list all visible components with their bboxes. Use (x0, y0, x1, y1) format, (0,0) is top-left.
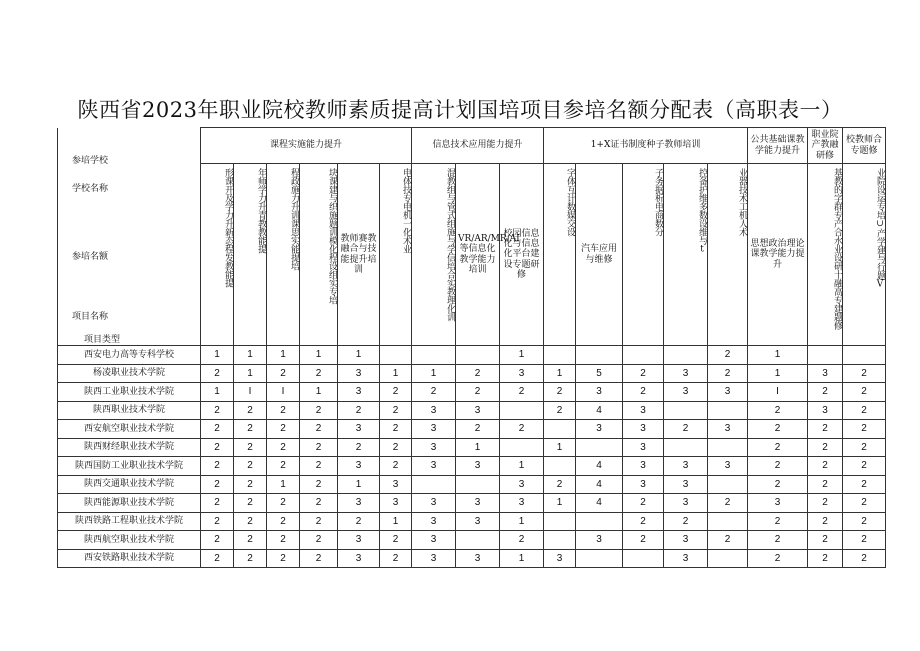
quota-cell: 2 (808, 549, 843, 568)
quota-cell: 3 (338, 494, 380, 513)
quota-cell: 2 (544, 383, 576, 402)
quota-cell: 3 (380, 494, 412, 513)
quota-cell: 2 (380, 420, 412, 439)
quota-cell: 2 (544, 401, 576, 420)
quota-cell: 2 (623, 364, 664, 383)
quota-cell: 2 (808, 531, 843, 550)
table-row (58, 531, 886, 550)
table-row (58, 512, 886, 531)
quota-cell: 2 (748, 420, 808, 439)
quota-cell: 2 (234, 512, 267, 531)
group-header: 公共基础课教学能力提升 (748, 128, 808, 164)
quota-cell: 3 (456, 549, 500, 568)
quota-cell: 2 (234, 401, 267, 420)
quota-cell: 2 (300, 512, 338, 531)
quota-cell: 2 (808, 494, 843, 513)
quota-cell: I (748, 383, 808, 402)
quota-cell: 1 (267, 346, 300, 365)
quota-cell: 2 (748, 531, 808, 550)
column-header: 业器技术工机人术 (708, 164, 748, 346)
quota-cell: 3 (664, 494, 708, 513)
quota-cell: 2 (300, 364, 338, 383)
quota-cell: 4 (576, 457, 623, 476)
quota-cell: 1 (748, 346, 808, 365)
quota-cell: 3 (664, 383, 708, 402)
quota-cell: 3 (412, 438, 456, 457)
quota-cell: 1 (300, 346, 338, 365)
column-header: VR/AR/MR/AI等信息化教学能力培训 (456, 164, 500, 346)
quota-cell: 1 (338, 475, 380, 494)
quota-cell: 2 (843, 531, 886, 550)
quota-cell: 3 (380, 475, 412, 494)
column-header: 业院设运专培∪产学建与行题V (843, 164, 886, 346)
column-header: 电体技专电机一化术业 (380, 164, 412, 346)
quota-cell: 3 (500, 494, 544, 513)
column-header: 基教的字群专产合水业设研十融高专建题修 (808, 164, 843, 346)
quota-cell: I (267, 383, 300, 402)
quota-cell: 2 (234, 438, 267, 457)
quota-cell: 1 (544, 438, 576, 457)
quota-cell: 2 (748, 457, 808, 476)
quota-cell: 2 (843, 494, 886, 513)
quota-cell: 2 (808, 383, 843, 402)
quota-cell: 3 (500, 364, 544, 383)
quota-cell: 2 (843, 457, 886, 476)
quota-cell: 2 (267, 364, 300, 383)
quota-cell: 2 (500, 531, 544, 550)
quota-cell: 2 (843, 549, 886, 568)
column-header: 程政施力升训课思实能提培 (267, 164, 300, 346)
group-header: 校教师合专题修 (843, 128, 886, 164)
quota-cell: 2 (267, 420, 300, 439)
quota-cell: 2 (267, 549, 300, 568)
quota-cell: 3 (338, 383, 380, 402)
table-row (58, 383, 886, 402)
column-header: 字体互计数媒交设 (544, 164, 576, 346)
quota-cell: 2 (267, 494, 300, 513)
quota-cell: 2 (380, 457, 412, 476)
quota-cell (708, 475, 748, 494)
quota-cell: 2 (201, 401, 234, 420)
quota-cell (708, 512, 748, 531)
quota-cell: 2 (300, 531, 338, 550)
quota-cell: 2 (664, 420, 708, 439)
corner-label-project-name: 项目名称 (72, 311, 109, 322)
quota-cell: 3 (808, 401, 843, 420)
quota-cell: 2 (267, 531, 300, 550)
quota-cell: 2 (544, 475, 576, 494)
quota-cell (623, 346, 664, 365)
column-header: 形课开及学力升新态程发教能提 (201, 164, 234, 346)
quota-cell: 3 (576, 531, 623, 550)
quota-cell: 2 (500, 420, 544, 439)
quota-cell: 5 (576, 364, 623, 383)
quota-cell: 2 (708, 346, 748, 365)
quota-cell: 1 (500, 457, 544, 476)
quota-cell: 2 (201, 494, 234, 513)
school-name-cell: 陕西工业职业技术学院 (58, 383, 201, 402)
quota-cell: 3 (412, 549, 456, 568)
quota-cell: 1 (234, 346, 267, 365)
table-row (58, 438, 886, 457)
quota-cell: 3 (748, 494, 808, 513)
quota-cell: 3 (338, 420, 380, 439)
quota-cell: 3 (412, 531, 456, 550)
quota-cell: 2 (201, 438, 234, 457)
quota-cell: 3 (623, 420, 664, 439)
quota-cell: 2 (456, 364, 500, 383)
quota-cell: 2 (267, 401, 300, 420)
quota-cell: 2 (234, 420, 267, 439)
corner-label-school-name: 学校名称 (72, 183, 109, 194)
quota-cell: 1 (201, 383, 234, 402)
table-row (58, 346, 886, 365)
quota-table (57, 127, 886, 568)
quota-cell: 3 (623, 457, 664, 476)
quota-cell (664, 401, 708, 420)
quota-cell: 2 (380, 438, 412, 457)
quota-cell: 2 (808, 438, 843, 457)
quota-cell: 2 (201, 420, 234, 439)
quota-cell: 1 (201, 346, 234, 365)
quota-cell (808, 346, 843, 365)
quota-cell: 3 (338, 364, 380, 383)
quota-cell (708, 549, 748, 568)
quota-cell: 3 (456, 401, 500, 420)
quota-cell (544, 531, 576, 550)
table-row (58, 401, 886, 420)
quota-cell: 1 (500, 346, 544, 365)
quota-cell: 2 (380, 383, 412, 402)
quota-cell: 1 (748, 364, 808, 383)
quota-cell: 3 (708, 383, 748, 402)
quota-cell: 3 (623, 438, 664, 457)
quota-cell (843, 346, 886, 365)
quota-cell: 2 (808, 512, 843, 531)
quota-cell: 3 (338, 457, 380, 476)
quota-cell (500, 438, 544, 457)
quota-cell: 2 (234, 549, 267, 568)
group-header: 课程实施能力提升 (201, 128, 412, 164)
quota-cell: 2 (300, 475, 338, 494)
quota-cell: 2 (664, 512, 708, 531)
quota-cell: 2 (300, 549, 338, 568)
quota-cell: 2 (708, 364, 748, 383)
quota-cell: 2 (808, 420, 843, 439)
school-name-cell: 西安电力高等专科学校 (58, 346, 201, 365)
quota-cell: 2 (267, 512, 300, 531)
quota-cell: 2 (843, 512, 886, 531)
table-row (58, 420, 886, 439)
quota-cell (576, 549, 623, 568)
quota-cell: 2 (201, 531, 234, 550)
quota-cell: 2 (338, 512, 380, 531)
quota-cell: 1 (544, 494, 576, 513)
quota-cell: 3 (456, 494, 500, 513)
quota-cell: 2 (808, 475, 843, 494)
quota-cell: 2 (380, 531, 412, 550)
quota-cell: 1 (412, 364, 456, 383)
quota-cell: 1 (267, 475, 300, 494)
quota-cell: 3 (664, 475, 708, 494)
table-row (58, 457, 886, 476)
quota-cell: 3 (544, 549, 576, 568)
quota-cell: 3 (664, 531, 708, 550)
quota-cell: 4 (576, 494, 623, 513)
quota-cell: 2 (843, 383, 886, 402)
quota-cell (380, 346, 412, 365)
page-title: 陕西省2023年职业院校教师素质提高计划国培项目参培名额分配表（高职表一） (77, 98, 843, 122)
quota-cell: 3 (412, 457, 456, 476)
quota-cell: 1 (300, 383, 338, 402)
table-row (58, 475, 886, 494)
quota-cell: 3 (664, 364, 708, 383)
quota-cell: 3 (576, 420, 623, 439)
quota-cell (412, 475, 456, 494)
school-name-cell: 陕西能源职业技术学院 (58, 494, 201, 513)
quota-cell: 3 (623, 475, 664, 494)
quota-cell: 1 (500, 549, 544, 568)
quota-cell: 2 (748, 438, 808, 457)
quota-cell: 3 (664, 457, 708, 476)
table-row (58, 494, 886, 513)
school-name-cell: 陕西职业技术学院 (58, 401, 201, 420)
quota-cell (576, 438, 623, 457)
quota-cell (544, 420, 576, 439)
quota-cell: 4 (576, 475, 623, 494)
school-name-cell: 杨凌职业技术学院 (58, 364, 201, 383)
quota-cell (623, 549, 664, 568)
quota-cell: 1 (380, 364, 412, 383)
quota-cell: 3 (576, 383, 623, 402)
quota-cell: 2 (623, 494, 664, 513)
quota-cell (456, 531, 500, 550)
quota-cell: 2 (623, 512, 664, 531)
corner-label-project-type: 项目类型 (84, 334, 121, 345)
column-header: 控备护维多数设维与t (664, 164, 708, 346)
quota-cell: 2 (300, 438, 338, 457)
quota-cell (500, 401, 544, 420)
quota-cell: 1 (544, 364, 576, 383)
quota-cell: 2 (201, 475, 234, 494)
school-name-cell: 陕西国防工业职业技术学院 (58, 457, 201, 476)
quota-cell: 1 (234, 364, 267, 383)
quota-cell (456, 475, 500, 494)
quota-cell: 1 (500, 512, 544, 531)
quota-cell: 2 (708, 494, 748, 513)
quota-cell: 2 (201, 364, 234, 383)
quota-cell (412, 346, 456, 365)
quota-cell (664, 346, 708, 365)
school-name-cell: 陕西铁路工程职业技术学院 (58, 512, 201, 531)
quota-cell: 3 (338, 531, 380, 550)
quota-cell: 2 (380, 401, 412, 420)
quota-cell: 3 (808, 364, 843, 383)
school-name-cell: 陕西财经职业技术学院 (58, 438, 201, 457)
quota-cell: 2 (748, 475, 808, 494)
quota-cell: 2 (623, 531, 664, 550)
quota-cell: 2 (843, 475, 886, 494)
quota-cell: 4 (576, 401, 623, 420)
quota-cell: 1 (380, 512, 412, 531)
quota-cell: 2 (234, 457, 267, 476)
quota-cell: 2 (201, 457, 234, 476)
quota-cell: 2 (300, 420, 338, 439)
quota-cell: 2 (300, 457, 338, 476)
quota-cell: 2 (234, 531, 267, 550)
quota-cell (664, 438, 708, 457)
quota-cell: 2 (748, 512, 808, 531)
column-header: 子务据析电商数分 (623, 164, 664, 346)
quota-cell: 3 (456, 457, 500, 476)
quota-cell: 2 (300, 401, 338, 420)
quota-cell: 3 (664, 549, 708, 568)
quota-cell: 2 (500, 383, 544, 402)
quota-cell: 3 (412, 401, 456, 420)
column-header: 汽车应用与维修 (576, 164, 623, 346)
quota-cell (544, 457, 576, 476)
quota-cell: 3 (412, 420, 456, 439)
column-header: 思想政治理论课教学能力提升 (748, 164, 808, 346)
quota-cell: 2 (708, 531, 748, 550)
quota-cell: 2 (843, 401, 886, 420)
quota-cell: 2 (456, 383, 500, 402)
corner-header (58, 128, 201, 346)
quota-cell: 2 (843, 420, 886, 439)
column-header: 块课建与织施题训模化程设组实专培 (300, 164, 338, 346)
table-row (58, 364, 886, 383)
quota-cell: 3 (456, 512, 500, 531)
quota-cell: 2 (201, 549, 234, 568)
quota-cell: 3 (338, 549, 380, 568)
quota-cell: 2 (748, 549, 808, 568)
quota-cell: 3 (412, 494, 456, 513)
table-row (58, 549, 886, 568)
group-header: 职业院产教融研修 (808, 128, 843, 164)
corner-label-quota: 参培名额 (72, 251, 109, 262)
quota-cell: 2 (748, 401, 808, 420)
quota-cell: 2 (808, 457, 843, 476)
quota-cell (708, 401, 748, 420)
quota-cell: 2 (338, 438, 380, 457)
quota-cell: 2 (380, 549, 412, 568)
school-name-cell: 陕西航空职业技术学院 (58, 531, 201, 550)
quota-cell: 2 (201, 512, 234, 531)
quota-cell: I (234, 383, 267, 402)
quota-cell: 2 (843, 438, 886, 457)
quota-cell: 2 (267, 457, 300, 476)
quota-cell: 2 (456, 420, 500, 439)
quota-cell (576, 512, 623, 531)
school-name-cell: 陕西交通职业技术学院 (58, 475, 201, 494)
quota-cell: 2 (234, 475, 267, 494)
quota-cell: 2 (300, 494, 338, 513)
quota-cell: 2 (412, 383, 456, 402)
school-name-cell: 西安航空职业技术学院 (58, 420, 201, 439)
quota-cell (708, 438, 748, 457)
quota-cell: 2 (234, 494, 267, 513)
quota-cell: 2 (338, 401, 380, 420)
quota-cell: 1 (338, 346, 380, 365)
column-header: 校园信息化与信息化平台建设专题研修 (500, 164, 544, 346)
quota-cell: 3 (500, 475, 544, 494)
quota-cell (456, 346, 500, 365)
group-header: 1+X证书制度种子教师培训 (544, 128, 748, 164)
school-name-cell: 西安铁路职业技术学院 (58, 549, 201, 568)
column-header: 混教组与管式组施与学信培合实教理化训 (412, 164, 456, 346)
quota-cell: 1 (456, 438, 500, 457)
column-header: 年师学力升青教教能提 (234, 164, 267, 346)
quota-cell: 3 (623, 401, 664, 420)
corner-label-school: 参培学校 (72, 155, 109, 166)
column-header: 教师赛教融合与技能提升培训 (338, 164, 380, 346)
group-header: 信息技术应用能力提升 (412, 128, 544, 164)
quota-cell (576, 346, 623, 365)
quota-cell: 3 (708, 420, 748, 439)
quota-cell: 2 (843, 364, 886, 383)
quota-cell: 2 (267, 438, 300, 457)
quota-cell: 3 (708, 457, 748, 476)
quota-cell (544, 512, 576, 531)
quota-cell: 2 (623, 383, 664, 402)
quota-cell (544, 346, 576, 365)
quota-cell: 3 (412, 512, 456, 531)
